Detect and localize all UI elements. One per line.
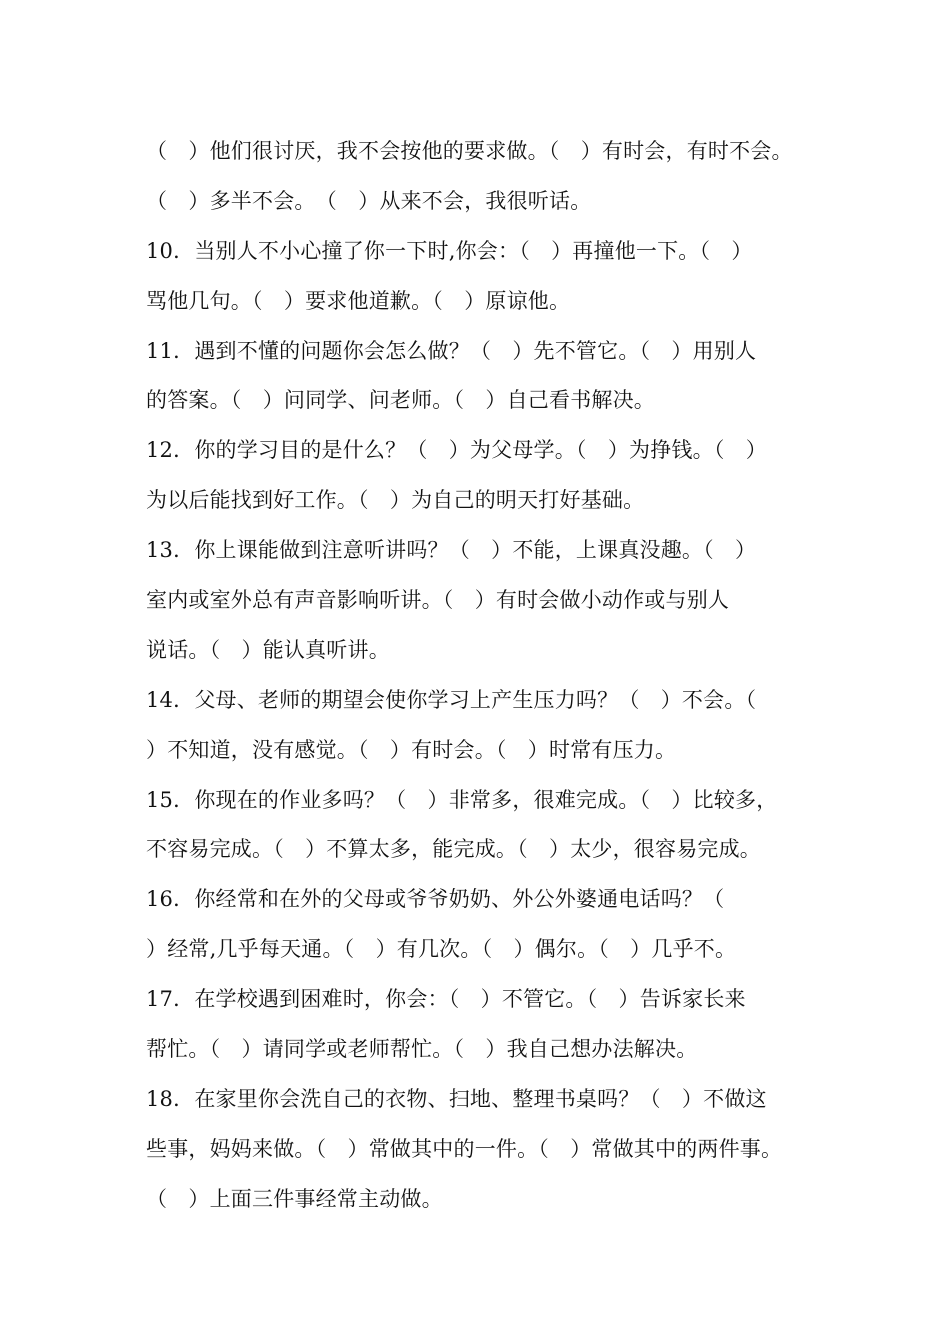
text-line: 的答案。（ ）问同学、问老师。（ ）自己看书解决。 <box>146 388 655 413</box>
text-line: （ ）多半不会。 （ ）从来不会，我很听话。 <box>146 188 592 213</box>
question-12-line: 12．你的学习目的是什么？（ ）为父母学。（ ）为挣钱。（ ） <box>146 438 767 463</box>
question-10-line: 10．当别人不小心撞了你一下时,你会：（ ）再撞他一下。（ ） <box>146 238 753 263</box>
question-18-line: 18．在家里你会洗自己的衣物、扫地、整理书桌吗？（ ）不做这 <box>146 1086 767 1111</box>
text-line: （ ）他们很讨厌，我不会按他的要求做。（ ）有时会，有时不会。 <box>146 139 793 163</box>
text-line: ）不知道，没有感觉。（ ）有时会。（ ）时常有压力。 <box>146 737 677 762</box>
question-15-line: 15．你现在的作业多吗？（ ）非常多，很难完成。（ ）比较多， <box>146 787 778 812</box>
text-line: 不容易完成。（ ）不算太多，能完成。（ ）太少，很容易完成。 <box>146 837 761 862</box>
text-line: 为以后能找到好工作。（ ）为自己的明天打好基础。 <box>146 488 645 513</box>
question-13-line: 13．你上课能做到注意听讲吗？（ ）不能，上课真没趣。（ ） <box>146 538 757 563</box>
question-14-line: 14．父母、老师的期望会使你学习上产生压力吗？（ ）不会。（ <box>146 687 757 712</box>
text-line: （ ）上面三件事经常主动做。 <box>146 1186 443 1211</box>
text-line: 些事，妈妈来做。（ ）常做其中的一件。（ ）常做其中的两件事。 <box>146 1136 783 1161</box>
question-16-line: 16．你经常和在外的父母或爷爷奶奶、外公外婆通电话吗？（ <box>146 887 725 912</box>
text-line: 骂他几句。（ ）要求他道歉。（ ）原谅他。 <box>146 288 571 313</box>
question-17-line: 17．在学校遇到困难时，你会：（ ）不管它。（ ）告诉家长来 <box>146 987 746 1012</box>
questionnaire-text <box>146 127 810 1225</box>
text-line: 说话。（ ）能认真听讲。 <box>146 637 390 662</box>
question-11-line: 11．遇到不懂的问题你会怎么做？（ ）先不管它。（ ）用别人 <box>146 338 757 363</box>
text-line: 室内或室外总有声音影响听讲。（ ）有时会做小动作或与别人 <box>146 588 730 613</box>
text-line: ）经常,几乎每天通。（ ）有几次。（ ）偶尔。（ ）几乎不。 <box>146 937 737 962</box>
text-line: 帮忙。（ ）请同学或老师帮忙。（ ）我自己想办法解决。 <box>146 1037 698 1062</box>
